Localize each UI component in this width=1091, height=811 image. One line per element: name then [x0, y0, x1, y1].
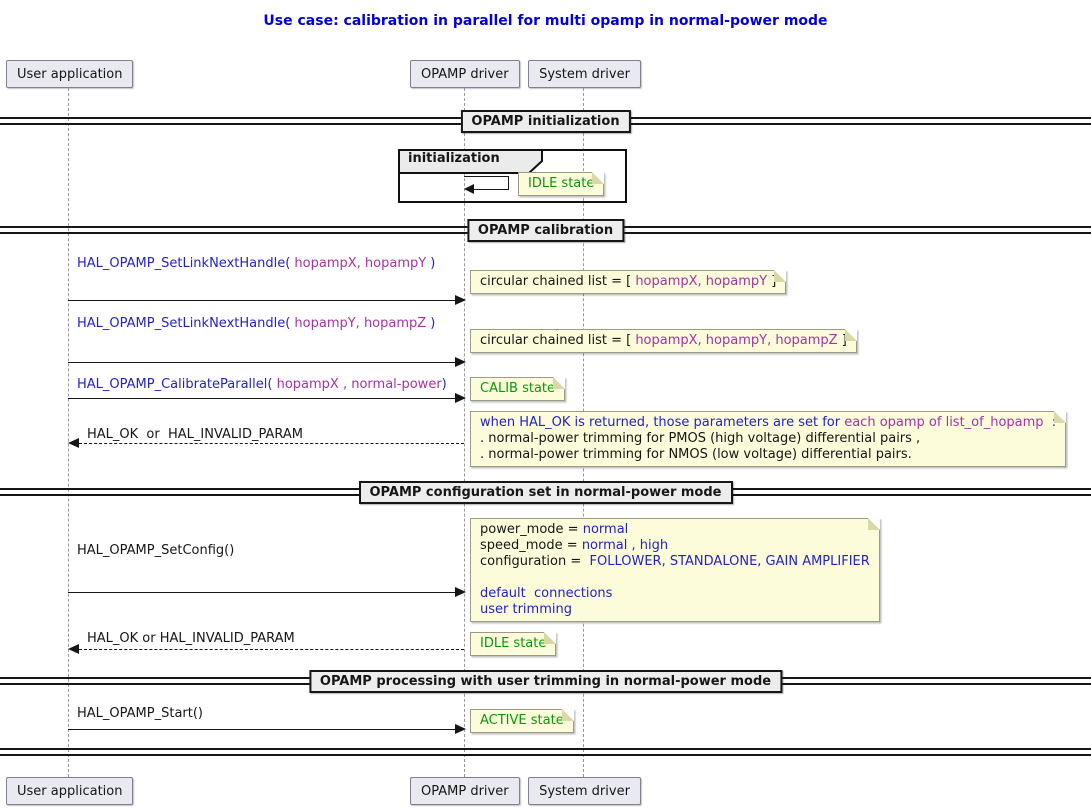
function-params: hopampY, hopampZ — [294, 316, 427, 331]
note-calibration-info — [470, 411, 1066, 467]
participant-system-driver-bottom: System driver — [528, 777, 641, 805]
note-line-3: . normal-power trimming for NMOS (low voltage) differential pairs. — [480, 447, 912, 462]
self-message-arrowhead-icon — [464, 184, 474, 194]
diagram-title: Use case: calibration in parallel for multi opamp in normal-power mode — [263, 13, 828, 29]
divider-label-calibration: OPAMP calibration — [467, 219, 624, 242]
note-idle-state-init — [518, 172, 604, 196]
message-calibrate-arrow — [68, 398, 455, 399]
note-fold-icon — [544, 632, 556, 644]
config-label: speed_mode = — [480, 538, 582, 553]
divider-label-initialization: OPAMP initialization — [460, 110, 630, 133]
note-text: circular chained list = [ — [480, 274, 636, 289]
message-setconfig-arrowhead-icon — [455, 587, 466, 597]
config-line-user-trimming: user trimming — [480, 602, 572, 617]
return-calibrate-label: HAL_OK or HAL_INVALID_PARAM — [87, 427, 304, 442]
participant-user-application-top: User application — [6, 60, 133, 88]
state-text: ACTIVE state — [480, 713, 564, 728]
divider-label-processing: OPAMP processing with user trimming in normal-power mode — [309, 670, 782, 693]
return-config-arrow — [79, 649, 464, 650]
note-line1-purple: each opamp of list_of_hopamp — [844, 415, 1044, 430]
participant-system-driver-top: System driver — [528, 60, 641, 88]
message-setconfig-label: HAL_OPAMP_SetConfig() — [77, 543, 235, 558]
note-line-2: . normal-power trimming for PMOS (high voltage) differential pairs , — [480, 431, 921, 446]
message-start-arrowhead-icon — [455, 724, 466, 734]
participant-user-application-bottom: User application — [6, 777, 133, 805]
message-setlink-yz-arrow — [68, 362, 455, 363]
function-params: hopampX, hopampY — [294, 256, 427, 271]
note-text-end: ] — [837, 333, 847, 348]
note-fold-icon — [868, 518, 880, 530]
config-value: FOLLOWER, STANDALONE, GAIN AMPLIFIER — [585, 554, 870, 569]
config-label: configuration = — [480, 554, 586, 569]
note-text-end: ] — [767, 274, 777, 289]
note-text: circular chained list = [ — [480, 333, 636, 348]
group-initialization-tab — [398, 149, 544, 174]
note-chained-list-xyz — [470, 329, 857, 353]
note-fold-icon — [845, 329, 857, 341]
note-fold-icon — [553, 377, 565, 389]
message-setlink-xy-arrowhead-icon — [455, 295, 466, 305]
note-params: hopampX, hopampY, hopampZ — [635, 333, 838, 348]
message-setlink-yz-arrowhead-icon — [455, 357, 466, 367]
self-message-line-bottom — [471, 189, 509, 190]
message-setlink-yz-label — [77, 316, 435, 331]
message-start-label: HAL_OPAMP_Start() — [77, 706, 204, 721]
config-line-configuration — [480, 554, 870, 570]
message-start-arrow — [68, 729, 455, 730]
return-config-arrowhead-icon — [68, 644, 79, 654]
state-text: CALIB state — [480, 381, 556, 396]
config-line-default-connections: default connections — [480, 586, 613, 601]
note-params: hopampX, hopampY — [635, 274, 768, 289]
note-fold-icon — [562, 709, 574, 721]
self-message-line-top — [464, 176, 509, 177]
message-setlink-xy-arrow — [68, 300, 455, 301]
divider-lines-bottom — [0, 748, 1091, 756]
message-setlink-xy-label — [77, 256, 435, 271]
state-text: IDLE state — [480, 636, 547, 651]
group-tab-label: initialization — [408, 151, 500, 166]
state-text: IDLE state — [528, 176, 595, 191]
note-idle-state — [470, 632, 556, 656]
return-calibrate-arrowhead-icon — [68, 438, 79, 448]
note-config-info — [470, 518, 880, 622]
function-name: HAL_OPAMP_SetLinkNextHandle( — [77, 256, 295, 271]
config-label: power_mode = — [480, 522, 583, 537]
participant-opamp-driver-bottom: OPAMP driver — [410, 777, 520, 805]
note-fold-icon — [592, 172, 604, 184]
message-calibrate-label — [77, 377, 447, 392]
note-line-1 — [480, 415, 1056, 431]
note-line1-blue: when HAL_OK is returned, those parameters are set for — [480, 415, 845, 430]
config-line-power — [480, 522, 870, 538]
self-message-line-right — [508, 176, 509, 189]
message-setconfig-arrow — [68, 592, 455, 593]
return-calibrate-arrow — [79, 443, 464, 444]
function-close: ) — [441, 377, 447, 392]
divider-label-configuration: OPAMP configuration set in normal-power mode — [359, 481, 733, 504]
function-name: HAL_OPAMP_CalibrateParallel( — [77, 377, 277, 392]
function-name: HAL_OPAMP_SetLinkNextHandle( — [77, 316, 295, 331]
return-config-label: HAL_OK or HAL_INVALID_PARAM — [87, 631, 295, 646]
config-value: normal — [582, 522, 629, 537]
lifeline-user-application — [68, 88, 69, 777]
config-blank-line — [480, 570, 870, 586]
config-value: normal , high — [581, 538, 669, 553]
function-close: ) — [426, 316, 436, 331]
config-line-speed — [480, 538, 870, 554]
note-calib-state — [470, 377, 565, 401]
note-fold-icon — [1054, 411, 1066, 423]
note-active-state — [470, 709, 574, 733]
function-params: hopampX , normal-power — [276, 377, 442, 392]
participant-opamp-driver-top: OPAMP driver — [410, 60, 520, 88]
note-chained-list-xy — [470, 270, 786, 294]
note-line1-tail: : — [1043, 415, 1057, 430]
message-calibrate-arrowhead-icon — [455, 393, 466, 403]
note-fold-icon — [774, 270, 786, 282]
function-close: ) — [426, 256, 436, 271]
